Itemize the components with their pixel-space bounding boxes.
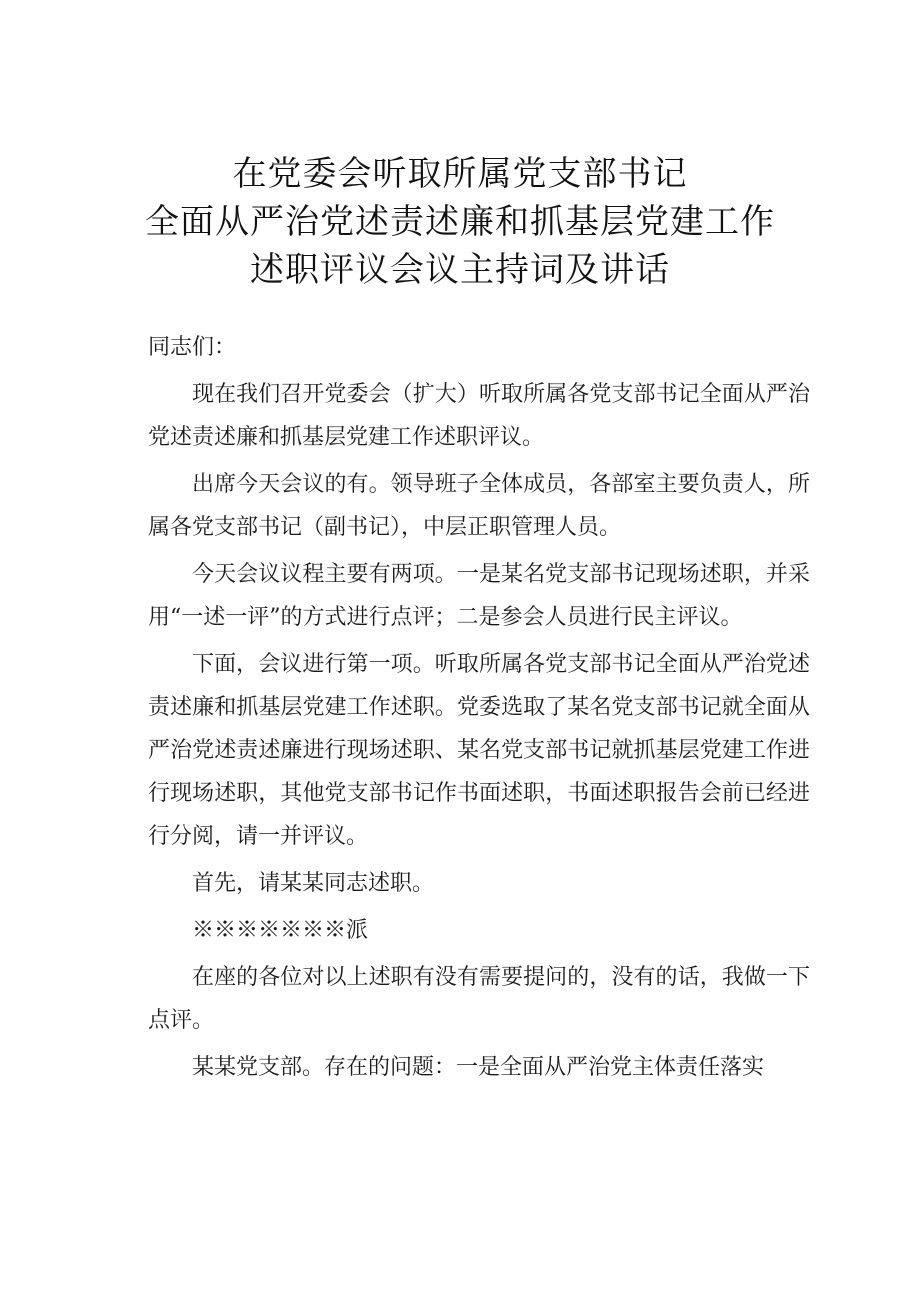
paragraph-attendees: 出席今天会议的有。领导班子全体成员，各部室主要负责人，所属各党支部书记（副书记），中层正职管理人员。	[148, 472, 810, 540]
paragraph-placeholder: ※※※※※※※派	[192, 918, 369, 943]
document-body	[148, 326, 810, 1093]
title-line-3: 述职评议会议主持词及讲话	[250, 250, 670, 290]
paragraph-questions: 在座的各位对以上述职有没有需要提问的，没有的话，我做一下点评。	[148, 965, 810, 1033]
paragraph-meeting-opening: 现在我们召开党委会（扩大）听取所属各党支部书记全面从严治党述责述廉和抓基层党建工作述职评议。	[148, 382, 810, 450]
paragraph-first-speaker: 首先，请某某同志述职。	[192, 871, 435, 896]
document-title	[0, 150, 920, 294]
paragraph-first-item: 下面，会议进行第一项。听取所属各党支部书记全面从严治党述责述廉和抓基层党建工作述职。党委选取了某名党支部书记就全面从严治党述责述廉进行现场述职、某名党支部书记就抓基层党建工作进行现场述职，其他党支部书记作书面述职，书面述职报告会前已经进行分阅，请一并评议。	[148, 652, 810, 849]
title-line-1: 在党委会听取所属党支部书记	[232, 154, 688, 194]
salutation: 同志们：	[148, 335, 237, 360]
paragraph-branch-review: 某某党支部。存在的问题：一是全面从严治党主体责任落实	[192, 1055, 765, 1080]
paragraph-agenda: 今天会议议程主要有两项。一是某名党支部书记现场述职，并采用“一述一评”的方式进行点评；二是参会人员进行民主评议。	[148, 562, 810, 630]
title-line-2: 全面从严治党述责述廉和抓基层党建工作	[145, 202, 775, 242]
